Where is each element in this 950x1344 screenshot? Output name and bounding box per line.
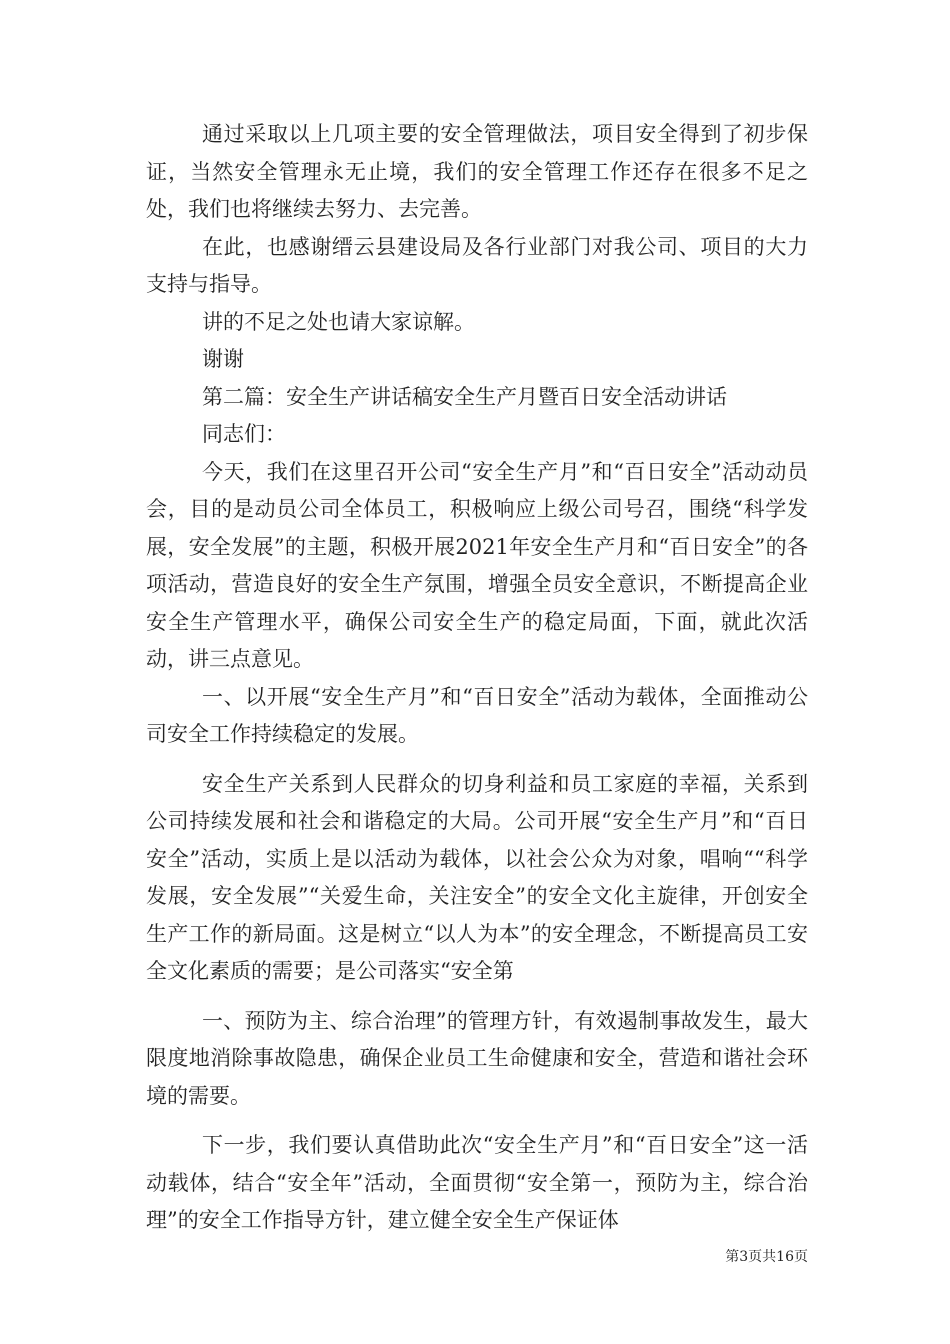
- paragraph-opening: 今天，我们在这里召开公司“安全生产月”和“百日安全”活动动员会，目的是动员公司全体员工，积极响应上级公司号召，围绕“科学发展，安全发展”的主题，积极开展2021年安全生产月和“百日安全”的各项活动，营造良好的安全生产氛围，增强全员安全意识，不断提高企业安全生产管理水平，确保公司安全生产的稳定局面，下面，就此次活动，讲三点意见。: [146, 459, 808, 671]
- paragraph-gap: [146, 754, 808, 766]
- paragraph-gap: [146, 991, 808, 1003]
- page-number: 第3页共16页: [725, 1249, 808, 1265]
- paragraph-thank-you: 谢谢: [202, 347, 244, 371]
- paragraph-safety-importance: 安全生产关系到人民群众的切身利益和员工家庭的幸福，关系到公司持续发展和社会和谐稳定的大局。公司开展“安全生产月”和“百日安全”活动，实质上是以活动为载体，以社会公众为对象，唱响““科学发展，安全发展”“关爱生命，关注安全”的安全文化主旋律，开创安全生产工作的新局面。这是树立“以人为本”的安全理念，不断提高员工安全文化素质的需要；是公司落实“安全第: [146, 771, 808, 983]
- paragraph-apology: 讲的不足之处也请大家谅解。: [202, 309, 475, 334]
- paragraph-next-step: 下一步，我们要认真借助此次“安全生产月”和“百日安全”这一活动载体，结合“安全年”活动，全面贯彻“安全第一，预防为主，综合治理”的安全工作指导方针，建立健全安全生产保证体: [146, 1133, 808, 1232]
- paragraph-thanks-support: 在此，也感谢缙云县建设局及各行业部门对我公司、项目的大力支持与指导。: [146, 234, 808, 296]
- salutation: 同志们：: [202, 422, 286, 446]
- paragraph-conclusion: 通过采取以上几项主要的安全管理做法，项目安全得到了初步保证，当然安全管理永无止境，我们的安全管理工作还存在很多不足之处，我们也将继续去努力、去完善。: [146, 122, 808, 221]
- section-heading: 第二篇：安全生产讲话稿安全生产月暨百日安全活动讲话: [202, 384, 727, 409]
- paragraph-gap: [146, 1115, 808, 1127]
- paragraph-point-one: 一、以开展“安全生产月”和“百日安全”活动为载体，全面推动公司安全工作持续稳定的发展。: [146, 684, 808, 746]
- document-body: [146, 116, 808, 1240]
- paragraph-prevention: 一、预防为主、综合治理”的管理方针，有效遏制事故发生，最大限度地消除事故隐患，确保企业员工生命健康和安全，营造和谐社会环境的需要。: [146, 1008, 808, 1108]
